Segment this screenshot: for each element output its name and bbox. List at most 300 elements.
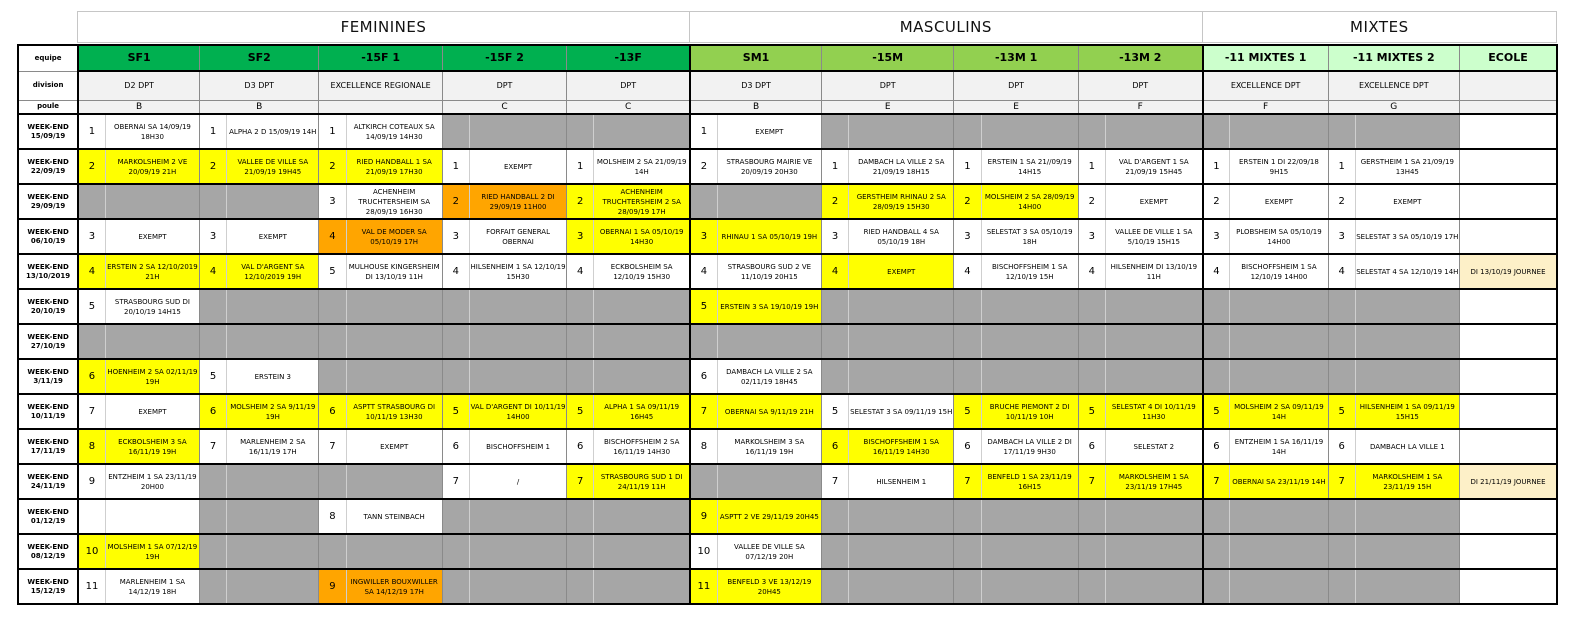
match-cell: [105, 499, 199, 534]
match-number: [78, 184, 105, 219]
match-cell: STRASBOURG SUD 1 DI 24/11/19 11H: [594, 464, 690, 499]
match-cell: FORFAIT GENERAL OBERNAI: [469, 219, 566, 254]
match-number: 5: [690, 289, 717, 324]
match-number: 7: [822, 464, 849, 499]
match-cell: MOLSHEIM 2 SA 9/11/19 19H: [227, 394, 319, 429]
match-cell: ASPTT 2 VE 29/11/19 20H45: [717, 499, 821, 534]
division-row: [18, 71, 1557, 100]
match-cell: [469, 289, 566, 324]
match-cell: ECKBOLSHEIM 3 SA 16/11/19 19H: [105, 429, 199, 464]
match-number: 7: [567, 464, 594, 499]
match-number: 7: [1078, 464, 1105, 499]
match-cell: ALTKIRCH COTEAUX SA 14/09/19 14H30: [346, 114, 442, 149]
match-cell: [1230, 569, 1328, 604]
match-number: 6: [78, 359, 105, 394]
match-cell: [1355, 359, 1459, 394]
match-number: 5: [954, 394, 981, 429]
match-number: [822, 534, 849, 569]
match-cell: [1355, 114, 1459, 149]
match-number: [567, 114, 594, 149]
match-number: [567, 289, 594, 324]
match-number: [954, 359, 981, 394]
match-number: 4: [319, 219, 346, 254]
match-cell: [346, 324, 442, 359]
match-number: [690, 324, 717, 359]
match-number: 3: [1328, 219, 1355, 254]
division-2: EXCELLENCE REGIONALE: [319, 71, 442, 100]
division-11: [1460, 71, 1558, 100]
match-number: 2: [442, 184, 469, 219]
match-number: [1328, 324, 1355, 359]
match-cell: HILSENHEIM DI 13/10/19 11H: [1105, 254, 1202, 289]
match-cell: [227, 464, 319, 499]
match-cell: MARKOLSHEIM 3 SA 16/11/19 19H: [717, 429, 821, 464]
match-number: 1: [1203, 149, 1230, 184]
ecole-cell: DI 21/11/19 JOURNEE: [1460, 464, 1558, 499]
match-number: [200, 184, 227, 219]
match-number: 1: [567, 149, 594, 184]
week-row: [18, 394, 1557, 429]
poule-10: G: [1328, 100, 1459, 114]
ecole-cell: [1460, 534, 1558, 569]
team-header-9: -11 MIXTES 1: [1203, 45, 1328, 71]
match-number: 4: [1328, 254, 1355, 289]
match-cell: /: [469, 464, 566, 499]
match-number: [200, 289, 227, 324]
match-cell: [1230, 499, 1328, 534]
match-number: 1: [78, 114, 105, 149]
ecole-cell: [1460, 184, 1558, 219]
match-number: 6: [319, 394, 346, 429]
match-number: [200, 569, 227, 604]
match-cell: BISCHOFFSHEIM 1 SA 12/10/19 15H: [981, 254, 1078, 289]
match-number: 2: [1203, 184, 1230, 219]
match-cell: [1230, 114, 1328, 149]
match-cell: HOENHEIM 2 SA 02/11/19 19H: [105, 359, 199, 394]
team-header-7: -13M 1: [954, 45, 1078, 71]
match-number: 5: [1203, 394, 1230, 429]
team-header-6: -15M: [822, 45, 954, 71]
match-number: 6: [822, 429, 849, 464]
match-cell: ERSTEIN 1 DI 22/09/18 9H15: [1230, 149, 1328, 184]
match-cell: OBERNAI SA 14/09/19 18H30: [105, 114, 199, 149]
match-number: [319, 324, 346, 359]
match-cell: [1355, 289, 1459, 324]
match-number: [1203, 289, 1230, 324]
match-number: [567, 534, 594, 569]
match-cell: [1105, 114, 1202, 149]
row-label-poule: poule: [18, 100, 78, 114]
match-cell: [849, 324, 954, 359]
match-number: [1203, 499, 1230, 534]
match-number: [822, 289, 849, 324]
match-number: [1078, 324, 1105, 359]
match-number: 5: [1078, 394, 1105, 429]
week-label: WEEK-END 13/10/2019: [18, 254, 78, 289]
match-cell: [346, 289, 442, 324]
match-cell: [594, 324, 690, 359]
match-number: 2: [567, 184, 594, 219]
match-cell: [594, 569, 690, 604]
match-cell: [105, 324, 199, 359]
match-number: [442, 499, 469, 534]
match-cell: [1105, 569, 1202, 604]
match-cell: [849, 359, 954, 394]
group-header-row: [77, 11, 1557, 43]
match-cell: DAMBACH LA VILLE 2 SA 21/09/19 18H15: [849, 149, 954, 184]
match-number: [822, 499, 849, 534]
match-cell: VALLEE DE VILLE 1 SA 5/10/19 15H15: [1105, 219, 1202, 254]
match-cell: EXEMPT: [105, 394, 199, 429]
match-number: [954, 499, 981, 534]
match-number: 1: [200, 114, 227, 149]
match-cell: [346, 534, 442, 569]
team-header-8: -13M 2: [1078, 45, 1202, 71]
poule-8: F: [1078, 100, 1202, 114]
match-cell: EXEMPT: [1230, 184, 1328, 219]
match-cell: [227, 324, 319, 359]
match-number: 4: [822, 254, 849, 289]
match-number: 6: [567, 429, 594, 464]
match-number: [200, 499, 227, 534]
match-number: 3: [1078, 219, 1105, 254]
row-label-division: division: [18, 71, 78, 100]
match-cell: [346, 464, 442, 499]
match-number: 9: [690, 499, 717, 534]
match-cell: [981, 534, 1078, 569]
match-number: 4: [954, 254, 981, 289]
match-cell: MOLSHEIM 2 SA 28/09/19 14H00: [981, 184, 1078, 219]
match-number: 5: [822, 394, 849, 429]
group-feminines: FEMININES: [78, 12, 690, 43]
match-cell: ECKBOLSHEIM SA 12/10/19 15H30: [594, 254, 690, 289]
match-cell: VAL D'ARGENT 1 SA 21/09/19 15H45: [1105, 149, 1202, 184]
poule-0: B: [78, 100, 199, 114]
poule-9: F: [1203, 100, 1328, 114]
match-cell: [849, 569, 954, 604]
match-number: [1078, 359, 1105, 394]
match-cell: [981, 359, 1078, 394]
match-number: [1203, 359, 1230, 394]
match-cell: EXEMPT: [1105, 184, 1202, 219]
match-number: [567, 324, 594, 359]
match-number: 3: [567, 219, 594, 254]
team-header-1: SF2: [200, 45, 319, 71]
match-number: [1203, 534, 1230, 569]
match-cell: [346, 359, 442, 394]
match-cell: ERSTEIN 3: [227, 359, 319, 394]
match-cell: MARKOLSHEIM 1 SA 23/11/19 15H: [1355, 464, 1459, 499]
week-label: WEEK-END 29/09/19: [18, 184, 78, 219]
match-cell: OBERNAI SA 23/11/19 14H: [1230, 464, 1328, 499]
match-cell: DAMBACH LA VILLE 2 DI 17/11/19 9H30: [981, 429, 1078, 464]
match-number: 4: [567, 254, 594, 289]
match-cell: [469, 114, 566, 149]
match-number: [1078, 289, 1105, 324]
match-cell: [1105, 534, 1202, 569]
match-cell: [105, 184, 199, 219]
match-cell: BENFELD 3 VE 13/12/19 20H45: [717, 569, 821, 604]
match-cell: [1105, 289, 1202, 324]
match-number: 5: [442, 394, 469, 429]
equipe-row: [18, 45, 1557, 71]
match-cell: [849, 289, 954, 324]
match-cell: [227, 569, 319, 604]
match-cell: STRASBOURG SUD DI 20/10/19 14H15: [105, 289, 199, 324]
match-cell: ALPHA 1 SA 09/11/19 16H45: [594, 394, 690, 429]
team-header-0: SF1: [78, 45, 199, 71]
match-cell: ALPHA 2 D 15/09/19 14H: [227, 114, 319, 149]
week-label: WEEK-END 10/11/19: [18, 394, 78, 429]
match-number: 5: [567, 394, 594, 429]
match-number: 3: [690, 219, 717, 254]
match-cell: [981, 114, 1078, 149]
match-cell: [981, 324, 1078, 359]
match-number: 3: [822, 219, 849, 254]
match-cell: DAMBACH LA VILLE 2 SA 02/11/19 18H45: [717, 359, 821, 394]
poule-5: B: [690, 100, 821, 114]
match-number: [319, 464, 346, 499]
match-number: 7: [1328, 464, 1355, 499]
match-number: [442, 534, 469, 569]
match-cell: [227, 184, 319, 219]
match-cell: ENTZHEIM 1 SA 23/11/19 20H00: [105, 464, 199, 499]
division-8: DPT: [1078, 71, 1202, 100]
week-row: [18, 499, 1557, 534]
match-cell: [1230, 534, 1328, 569]
match-cell: [849, 534, 954, 569]
match-cell: MARKOLSHEIM 1 SA 23/11/19 17H45: [1105, 464, 1202, 499]
match-number: 5: [78, 289, 105, 324]
match-number: [954, 289, 981, 324]
week-label: WEEK-END 22/09/19: [18, 149, 78, 184]
match-number: 6: [690, 359, 717, 394]
match-number: [567, 569, 594, 604]
division-6: DPT: [822, 71, 954, 100]
match-cell: [1230, 359, 1328, 394]
match-cell: STRASBOURG MAIRIE VE 20/09/19 20H30: [717, 149, 821, 184]
ecole-cell: [1460, 429, 1558, 464]
match-cell: BENFELD 1 SA 23/11/19 16H15: [981, 464, 1078, 499]
week-label: WEEK-END 3/11/19: [18, 359, 78, 394]
match-cell: SELESTAT 3 SA 09/11/19 15H: [849, 394, 954, 429]
match-cell: SELESTAT 3 SA 05/10/19 17H: [1355, 219, 1459, 254]
match-number: 4: [442, 254, 469, 289]
match-cell: SELESTAT 4 SA 12/10/19 14H: [1355, 254, 1459, 289]
match-number: 2: [1328, 184, 1355, 219]
match-number: 3: [954, 219, 981, 254]
match-cell: ACHENHEIM TRUCHTERSHEIM 2 SA 28/09/19 17H: [594, 184, 690, 219]
match-cell: BISCHOFFSHEIM 2 SA 16/11/19 14H30: [594, 429, 690, 464]
match-number: 7: [319, 429, 346, 464]
week-label: WEEK-END 15/12/19: [18, 569, 78, 604]
match-number: 1: [442, 149, 469, 184]
week-row: [18, 219, 1557, 254]
week-row: [18, 569, 1557, 604]
ecole-cell: [1460, 359, 1558, 394]
team-header-5: SM1: [690, 45, 821, 71]
match-number: 9: [319, 569, 346, 604]
match-number: 3: [442, 219, 469, 254]
match-cell: [717, 184, 821, 219]
division-4: DPT: [567, 71, 690, 100]
match-cell: [594, 114, 690, 149]
match-cell: GERSTHEIM 1 SA 21/09/19 13H45: [1355, 149, 1459, 184]
match-number: 8: [78, 429, 105, 464]
match-cell: VAL DE MODER SA 05/10/19 17H: [346, 219, 442, 254]
match-number: [442, 569, 469, 604]
match-number: [822, 569, 849, 604]
match-number: [954, 569, 981, 604]
group-masculins: MASCULINS: [689, 12, 1202, 43]
match-cell: INGWILLER BOUXWILLER SA 14/12/19 17H: [346, 569, 442, 604]
match-cell: MARLENHEIM 1 SA 14/12/19 18H: [105, 569, 199, 604]
ecole-cell: [1460, 114, 1558, 149]
match-cell: BISCHOFFSHEIM 1 SA 12/10/19 14H00: [1230, 254, 1328, 289]
match-cell: PLOBSHEIM SA 05/10/19 14H00: [1230, 219, 1328, 254]
match-cell: EXEMPT: [849, 254, 954, 289]
match-cell: STRASBOURG SUD 2 VE 11/10/19 20H15: [717, 254, 821, 289]
ecole-cell: [1460, 324, 1558, 359]
match-number: 3: [319, 184, 346, 219]
match-cell: VALLEE DE VILLE SA 21/09/19 19H45: [227, 149, 319, 184]
match-number: [822, 114, 849, 149]
match-cell: EXEMPT: [469, 149, 566, 184]
match-number: [1328, 289, 1355, 324]
match-cell: EXEMPT: [227, 219, 319, 254]
match-number: [822, 359, 849, 394]
match-number: [954, 324, 981, 359]
match-number: 5: [319, 254, 346, 289]
week-label: WEEK-END 15/09/19: [18, 114, 78, 149]
match-cell: HILSENHEIM 1: [849, 464, 954, 499]
match-cell: RIED HANDBALL 2 DI 29/09/19 11H00: [469, 184, 566, 219]
poule-3: C: [442, 100, 566, 114]
match-number: [78, 499, 105, 534]
match-number: 2: [200, 149, 227, 184]
match-number: 2: [1078, 184, 1105, 219]
match-number: 10: [78, 534, 105, 569]
match-cell: VAL D'ARGENT SA 12/10/2019 19H: [227, 254, 319, 289]
match-cell: ASPTT STRASBOURG DI 10/11/19 13H30: [346, 394, 442, 429]
team-header-11: ECOLE: [1460, 45, 1558, 71]
match-number: 11: [690, 569, 717, 604]
match-cell: GERSTHEIM RHINAU 2 SA 28/09/19 15H30: [849, 184, 954, 219]
match-number: 2: [822, 184, 849, 219]
match-cell: EXEMPT: [105, 219, 199, 254]
team-header-3: -15F 2: [442, 45, 566, 71]
match-number: 6: [1203, 429, 1230, 464]
match-cell: BISCHOFFSHEIM 1 SA 16/11/19 14H30: [849, 429, 954, 464]
match-cell: [1355, 569, 1459, 604]
match-number: 7: [1203, 464, 1230, 499]
match-cell: OBERNAI SA 9/11/19 21H: [717, 394, 821, 429]
week-label: WEEK-END 06/10/19: [18, 219, 78, 254]
match-cell: [469, 499, 566, 534]
match-cell: [717, 324, 821, 359]
match-number: 7: [200, 429, 227, 464]
match-cell: EXEMPT: [346, 429, 442, 464]
match-number: 3: [1203, 219, 1230, 254]
match-number: 4: [690, 254, 717, 289]
ecole-cell: [1460, 149, 1558, 184]
match-cell: MARLENHEIM 2 SA 16/11/19 17H: [227, 429, 319, 464]
match-number: [1078, 569, 1105, 604]
match-cell: [469, 359, 566, 394]
match-number: [319, 289, 346, 324]
match-number: [442, 359, 469, 394]
match-number: 1: [1078, 149, 1105, 184]
match-cell: ACHENHEIM TRUCHTERSHEIM SA 28/09/19 16H30: [346, 184, 442, 219]
match-number: 4: [78, 254, 105, 289]
ecole-cell: [1460, 394, 1558, 429]
ecole-cell: [1460, 289, 1558, 324]
match-number: [442, 114, 469, 149]
match-number: 1: [319, 114, 346, 149]
match-cell: ERSTEIN 3 SA 19/10/19 19H: [717, 289, 821, 324]
match-number: [690, 184, 717, 219]
division-5: D3 DPT: [690, 71, 821, 100]
match-cell: MARKOLSHEIM 2 VE 20/09/19 21H: [105, 149, 199, 184]
match-number: [1078, 114, 1105, 149]
group-mixtes: MIXTES: [1202, 12, 1556, 43]
week-row: [18, 289, 1557, 324]
match-cell: ERSTEIN 2 SA 12/10/2019 21H: [105, 254, 199, 289]
match-cell: [849, 499, 954, 534]
team-header-2: -15F 1: [319, 45, 442, 71]
ecole-cell: [1460, 219, 1558, 254]
match-cell: [227, 289, 319, 324]
match-number: 8: [690, 429, 717, 464]
match-number: 2: [954, 184, 981, 219]
match-number: 6: [954, 429, 981, 464]
match-cell: RIED HANDBALL 1 SA 21/09/19 17H30: [346, 149, 442, 184]
match-number: 6: [1078, 429, 1105, 464]
match-cell: [469, 569, 566, 604]
match-cell: [227, 534, 319, 569]
match-number: 9: [78, 464, 105, 499]
match-number: 5: [200, 359, 227, 394]
division-3: DPT: [442, 71, 566, 100]
match-cell: ERSTEIN 1 SA 21//09/19 14H15: [981, 149, 1078, 184]
row-label-equipe: equipe: [18, 45, 78, 71]
match-number: 5: [1328, 394, 1355, 429]
match-cell: HILSENHEIM 1 SA 09/11/19 15H15: [1355, 394, 1459, 429]
match-cell: DAMBACH LA VILLE 1: [1355, 429, 1459, 464]
match-cell: [1105, 499, 1202, 534]
week-label: WEEK-END 01/12/19: [18, 499, 78, 534]
match-cell: RIED HANDBALL 4 SA 05/10/19 18H: [849, 219, 954, 254]
match-cell: MULHOUSE KINGERSHEIM DI 13/10/19 11H: [346, 254, 442, 289]
week-label: WEEK-END 27/10/19: [18, 324, 78, 359]
match-cell: [594, 499, 690, 534]
match-cell: HILSENHEIM 1 SA 12/10/19 15H30: [469, 254, 566, 289]
match-cell: [849, 114, 954, 149]
ecole-cell: [1460, 569, 1558, 604]
match-number: 8: [319, 499, 346, 534]
match-number: [442, 324, 469, 359]
team-header-10: -11 MIXTES 2: [1328, 45, 1459, 71]
team-header-4: -13F: [567, 45, 690, 71]
match-cell: VAL D'ARGENT DI 10/11/19 14H00: [469, 394, 566, 429]
match-number: [567, 499, 594, 534]
match-number: 11: [78, 569, 105, 604]
match-cell: [469, 324, 566, 359]
match-cell: [594, 289, 690, 324]
week-row: [18, 429, 1557, 464]
match-cell: VALLEE DE VILLE SA 07/12/19 20H: [717, 534, 821, 569]
match-number: 7: [690, 394, 717, 429]
